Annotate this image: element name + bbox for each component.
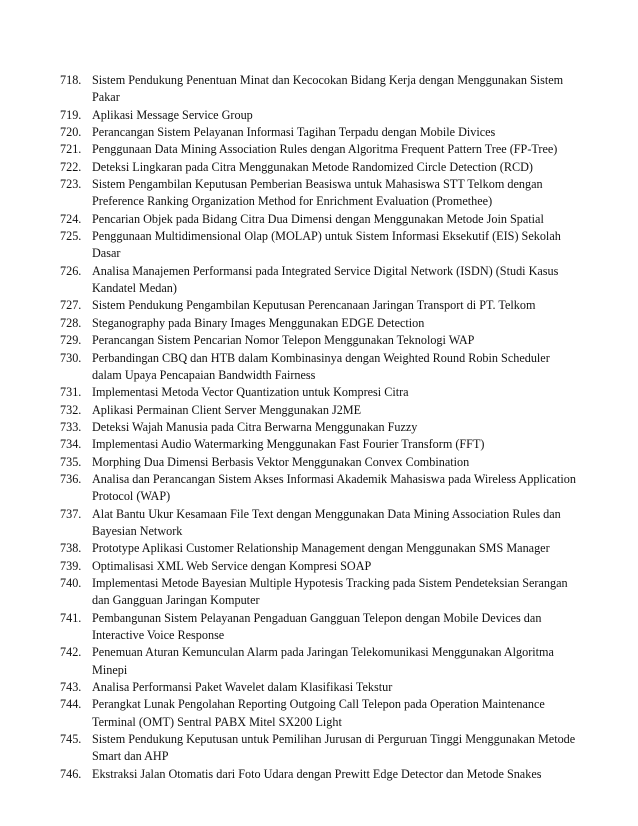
item-title: Deteksi Lingkaran pada Citra Menggunakan Metode Randomized Circle Detection (RCD) [92,159,533,174]
item-number: 744. [60,697,82,712]
list-item [60,350,578,385]
list-item [60,263,578,298]
item-title: Ekstraksi Jalan Otomatis dari Foto Udara dengan Prewitt Edge Detector dan Metode Snakes [92,766,542,781]
item-title: Perbandingan CBQ dan HTB dalam Kombinasinya dengan Weighted Round Robin Scheduler dalam Upaya Pencapaian Bandwidth Fairness [92,350,550,382]
item-number: 725. [60,229,82,244]
item-title: Perancangan Sistem Pelayanan Informasi Tagihan Terpadu dengan Mobile Divices [92,125,496,140]
list-item [60,124,578,141]
item-number: 746. [60,766,82,781]
item-number: 737. [60,506,82,521]
item-number: 732. [60,402,82,417]
item-number: 724. [60,211,82,226]
item-title: Penggunaan Multidimensional Olap (MOLAP) untuk Sistem Informasi Eksekutif (EIS) Sekolah Dasar [92,229,561,261]
list-item [60,471,578,506]
list-item [60,176,578,211]
item-title: Implementasi Audio Watermarking Menggunakan Fast Fourier Transform (FFT) [92,437,485,452]
item-number: 726. [60,263,82,278]
list-item [60,679,578,696]
item-number: 740. [60,575,82,590]
item-number: 745. [60,732,82,747]
list-item [60,766,578,783]
item-title: Pencarian Objek pada Bidang Citra Dua Dimensi dengan Menggunakan Metode Join Spatial [92,211,544,226]
item-number: 728. [60,315,82,330]
item-number: 736. [60,471,82,486]
list-item [60,315,578,332]
item-title: Aplikasi Message Service Group [92,107,253,122]
list-item [60,402,578,419]
item-title: Steganography pada Binary Images Menggunakan EDGE Detection [92,315,425,330]
list-item [60,297,578,314]
list-item [60,696,578,731]
item-title: Prototype Aplikasi Customer Relationship Management dengan Menggunakan SMS Manager [92,541,550,556]
item-title: Morphing Dua Dimensi Berbasis Vektor Menggunakan Convex Combination [92,454,470,469]
item-title: Penemuan Aturan Kemunculan Alarm pada Jaringan Telekomunikasi Menggunakan Algoritma Minepi [92,645,554,677]
item-title: Analisa dan Perancangan Sistem Akses Informasi Akademik Mahasiswa pada Wireless Application Protocol (WAP) [92,471,576,504]
item-title: Penggunaan Data Mining Association Rules dengan Algoritma Frequent Pattern Tree (FP-Tree) [92,142,558,157]
list-item [60,575,578,610]
list-item [60,107,578,124]
item-title: Pembangunan Sistem Pelayanan Pengaduan Gangguan Telepon dengan Mobile Devices dan Interactive Voice Response [92,610,542,642]
item-title: Analisa Manajemen Performansi pada Integrated Service Digital Network (ISDN) (Studi Kasus Kandatel Medan) [92,263,559,296]
item-title: Sistem Pendukung Keputusan untuk Pemilihan Jurusan di Perguruan Tinggi Menggunakan Metode Smart dan AHP [92,732,576,764]
list-item [60,159,578,176]
item-number: 722. [60,159,82,174]
item-number: 741. [60,610,82,625]
item-number: 721. [60,142,82,157]
item-number: 731. [60,385,82,400]
list-item [60,540,578,557]
item-number: 723. [60,177,82,192]
item-title: Optimalisasi XML Web Service dengan Kompresi SOAP [92,558,372,573]
item-number: 720. [60,125,82,140]
list-item [60,72,578,107]
list-item [60,454,578,471]
item-title: Implementasi Metode Bayesian Multiple Hypotesis Tracking pada Sistem Pendeteksian Serangan dan Gangguan Jaringan Komputer [92,575,568,608]
list-item [60,644,578,679]
list-item [60,228,578,263]
item-title: Sistem Pendukung Penentuan Minat dan Kecocokan Bidang Kerja dengan Menggunakan Sistem Pakar [92,73,564,105]
item-number: 727. [60,298,82,313]
item-title: Deteksi Wajah Manusia pada Citra Berwarna Menggunakan Fuzzy [92,419,418,434]
item-title: Aplikasi Permainan Client Server Menggunakan J2ME [92,402,362,417]
item-title: Analisa Performansi Paket Wavelet dalam Klasifikasi Tekstur [92,680,393,695]
item-number: 734. [60,437,82,452]
item-title: Sistem Pengambilan Keputusan Pemberian Beasiswa untuk Mahasiswa STT Telkom dengan Preference Ranking Organization Method for Enrichment Evaluation (Promethee) [92,177,543,209]
item-number: 738. [60,541,82,556]
item-title: Alat Bantu Ukur Kesamaan File Text dengan Menggunakan Data Mining Association Rules dan Bayesian Network [92,506,561,538]
item-title: Sistem Pendukung Pengambilan Keputusan Perencanaan Jaringan Transport di PT. Telkom [92,298,536,313]
thesis-title-list [60,72,578,783]
item-number: 733. [60,419,82,434]
item-number: 718. [60,73,82,87]
item-title: Perancangan Sistem Pencarian Nomor Telepon Menggunakan Teknologi WAP [92,333,475,348]
item-number: 739. [60,558,82,573]
list-item [60,506,578,541]
item-title: Perangkat Lunak Pengolahan Reporting Outgoing Call Telepon pada Operation Maintenance Terminal (OMT) Sentral PABX Mitel SX200 Light [92,697,545,729]
list-item [60,558,578,575]
list-item [60,731,578,766]
list-item [60,141,578,158]
item-title: Implementasi Metoda Vector Quantization untuk Kompresi Citra [92,385,409,400]
list-item [60,610,578,645]
item-number: 735. [60,454,82,469]
item-number: 729. [60,333,82,348]
item-number: 743. [60,680,82,695]
list-item [60,211,578,228]
item-number: 730. [60,350,82,365]
list-item [60,332,578,349]
list-item [60,436,578,453]
item-number: 719. [60,107,82,122]
item-number: 742. [60,645,82,660]
list-item [60,419,578,436]
list-item [60,384,578,401]
